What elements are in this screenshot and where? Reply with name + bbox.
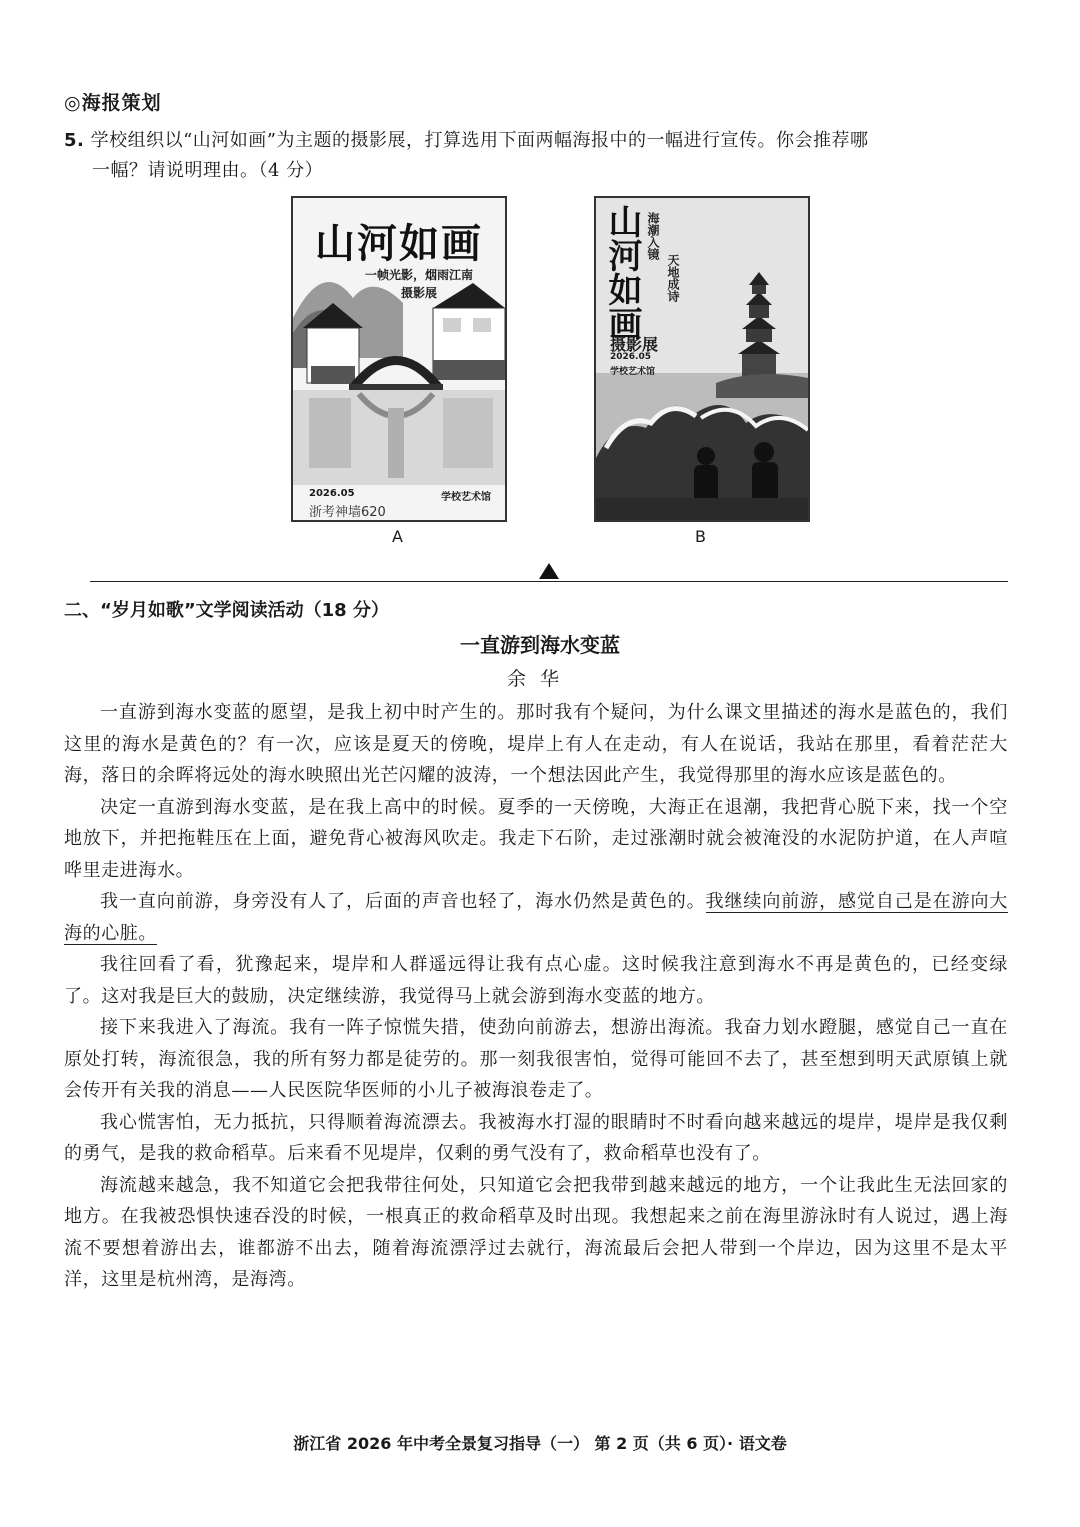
paragraph: 接下来我进入了海流。我有一阵子惊慌失措，使劲向前游去，想游出海流。我奋力划水蹬腿，感觉自己一直在原处打转，海流很急，我的所有努力都是徒劳的。那一刻我很害怕，觉得可能回不去了，甚至想到明天武原镇上就会传开有关我的消息——人民医院华医师的小儿子被海浪卷走了。 bbox=[64, 1017, 1008, 1101]
article-title: 一直游到海水变蓝 bbox=[460, 633, 620, 657]
poster-a-watermark: 浙考神墙620 bbox=[309, 505, 386, 520]
poster-b-label: B bbox=[695, 527, 706, 546]
poster-a-date: 2026.05 bbox=[309, 488, 355, 499]
poster-b-title: 山河如画 bbox=[602, 204, 642, 340]
paragraph-text: 我一直向前游，身旁没有人了，后面的声音也轻了，海水仍然是黄色的。 bbox=[100, 891, 706, 912]
article-author: 余华 bbox=[506, 668, 573, 690]
poster-a-subtitle-2: 摄影展 bbox=[400, 286, 437, 300]
paragraph: 决定一直游到海水变蓝，是在我上高中的时候。夏季的一天傍晚，大海正在退潮，我把背心脱下来，找一个空地放下，并把拖鞋压在上面，避免背心被海风吹走。我走下石阶，走过涨潮时就会被淹没的水泥防护道，在人声喧哗里走进海水。 bbox=[64, 796, 1008, 881]
triangle-icon bbox=[539, 563, 559, 579]
question-number: 5. bbox=[64, 130, 85, 151]
poster-b-date: 2026.05 bbox=[610, 352, 651, 362]
poster-a-label: A bbox=[392, 527, 403, 546]
poster-a bbox=[291, 196, 507, 522]
section-heading: ◎海报策划 bbox=[64, 92, 162, 114]
poster-b-subtitle: 摄影展 bbox=[610, 335, 659, 354]
poster-b-venue: 学校艺术馆 bbox=[610, 367, 656, 377]
poster-b-vertical-2: 天地成诗 bbox=[666, 254, 680, 302]
question-text-1: 学校组织以“山河如画”为主题的摄影展，打算选用下面两幅海报中的一幅进行宣传。你会推荐哪 bbox=[90, 130, 869, 151]
paragraph: 一直游到海水变蓝的愿望，是我上初中时产生的。那时我有个疑问，为什么课文里描述的海水是蓝色的，我们这里的海水是黄色的？有一次，应该是夏天的傍晚，堤岸上有人在走动，有人在说话，我站在那里，看着茫茫大海，落日的余晖将远处的海水映照出光芒闪耀的波涛，一个想法因此产生，我觉得那里的海水应该是蓝色的。 bbox=[64, 702, 1008, 786]
paragraph: 我往回看了看，犹豫起来，堤岸和人群遥远得让我有点心虚。这时候我注意到海水不再是黄色的，已经变绿了。这对我是巨大的鼓励，决定继续游，我觉得马上就会游到海水变蓝的地方。 bbox=[64, 954, 1008, 1007]
article-body bbox=[64, 697, 1008, 1296]
question-line-1 bbox=[64, 126, 869, 156]
question-line-2: 一幅？请说明理由。（4 分） bbox=[92, 160, 324, 181]
poster-a-title: 山河如画 bbox=[315, 220, 483, 267]
poster-b-vertical-1: 海潮入镜 bbox=[646, 212, 660, 260]
paragraph bbox=[64, 886, 1008, 949]
paragraph: 海流越来越急，我不知道它会把我带往何处，只知道它会把我带到越来越远的地方，一个让我此生无法回家的地方。在我被恐惧快速吞没的时候，一根真正的救命稻草及时出现。我想起来之前在海里游泳时有人说过，遇上海流不要想着游出去，谁都游不出去，随着海流漂浮过去就行，海流最后会把人带到一个岸边，因为这里不是太平洋，这里是杭州湾，是海湾。 bbox=[64, 1174, 1008, 1290]
part-heading: 二、“岁月如歌”文学阅读活动（18 分） bbox=[64, 600, 389, 621]
underlined-sentence: 我继续向前游，感觉自己是在游向大海的心脏。 bbox=[64, 891, 1008, 944]
paragraph: 我心慌害怕，无力抵抗，只得顺着海流漂去。我被海水打湿的眼睛时不时看向越来越远的堤岸，堤岸是我仅剩的勇气，是我的救命稻草。后来看不见堤岸，仅剩的勇气没有了，救命稻草也没有了。 bbox=[64, 1111, 1008, 1164]
divider bbox=[90, 581, 1008, 582]
poster-a-subtitle: 一帧光影，烟雨江南 bbox=[364, 268, 473, 282]
poster-a-venue: 学校艺术馆 bbox=[441, 492, 491, 503]
poster-b bbox=[594, 196, 810, 522]
page-footer: 浙江省 2026 年中考全景复习指导（一） 第 2 页（共 6 页）· 语文卷 bbox=[293, 1434, 787, 1453]
